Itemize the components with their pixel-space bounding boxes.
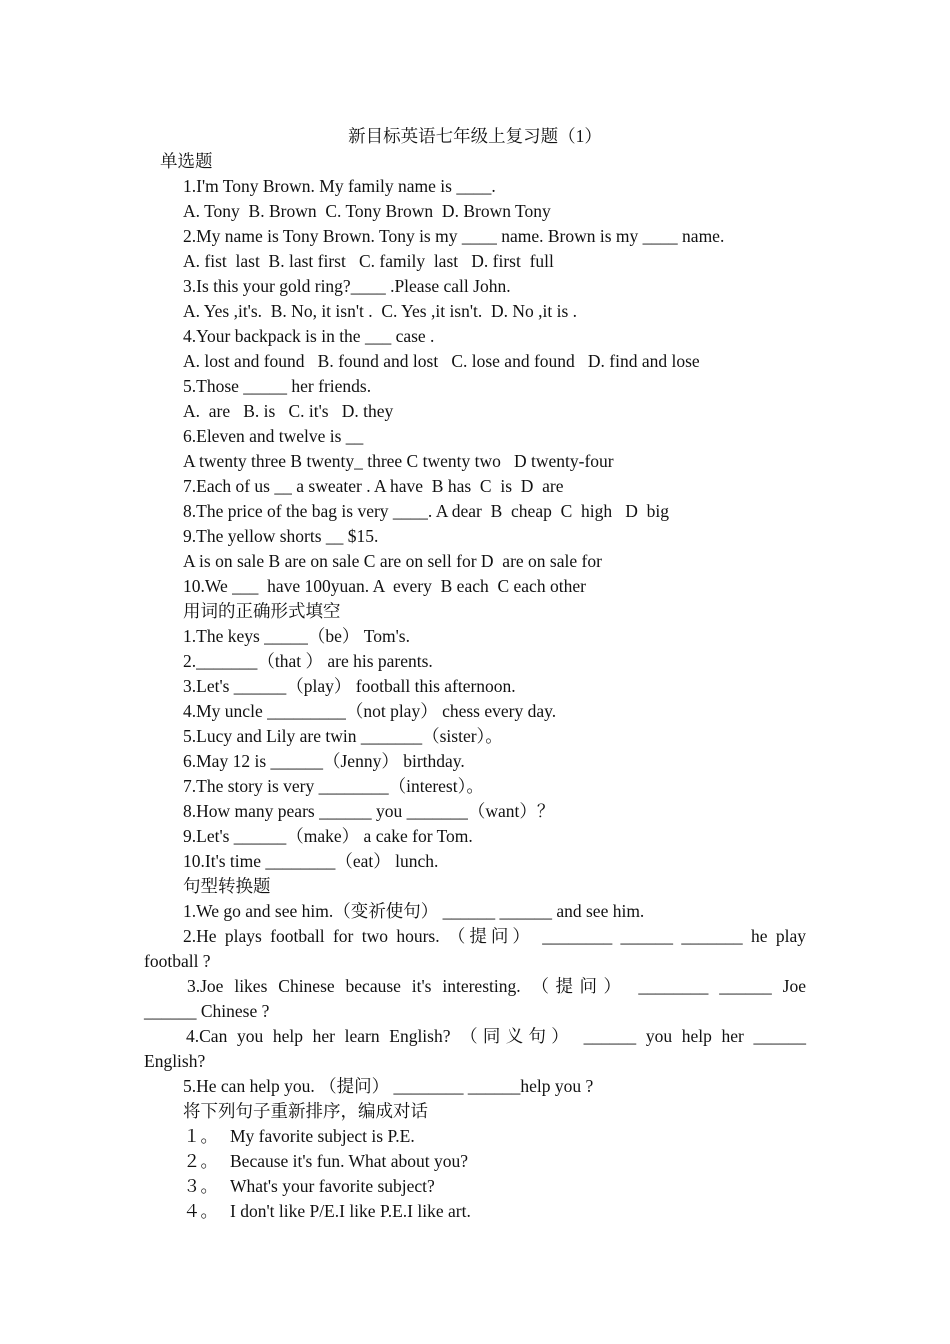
mc-line: 7.Each of us __ a sweater . A have B has C is D are	[183, 476, 564, 496]
mc-line: A. lost and found B. found and lost C. lose and found D. find and lose	[183, 351, 700, 371]
fill-line: 1.The keys _____（be） Tom's.	[183, 626, 410, 646]
page-title: 新目标英语七年级上复习题（1）	[348, 126, 602, 146]
order-sentence: My favorite subject is P.E.	[230, 1126, 415, 1146]
mc-line: A. Yes ,it's. B. No, it isn't . C. Yes ,it isn't. D. No ,it is .	[183, 301, 578, 321]
mc-line: 3.Is this your gold ring?____ .Please call John.	[183, 276, 511, 296]
order-number: １。	[183, 1126, 218, 1146]
trans-line: 1.We go and see him.（变祈使句） ______ ______ and see him.	[183, 901, 645, 921]
order-number: ２。	[183, 1151, 218, 1171]
fill-line: 2._______（that ） are his parents.	[183, 651, 433, 671]
mc-line: 5.Those _____ her friends.	[183, 376, 372, 396]
section-heading-transformation: 句型转换题	[183, 876, 271, 896]
mc-line: A is on sale B are on sale C are on sell for D are on sale for	[183, 551, 602, 571]
section-heading-fill-in: 用词的正确形式填空	[183, 601, 341, 621]
trans-line: 2.He plays football for two hours. （提问） ________ ______ _______ he play	[183, 926, 806, 946]
trans-line: ______ Chinese ?	[144, 1001, 270, 1021]
mc-line: A. are B. is C. it's D. they	[183, 401, 394, 421]
mc-line: A twenty three B twenty_ three C twenty two D twenty-four	[183, 451, 614, 471]
mc-line: 9.The yellow shorts __ $15.	[183, 526, 379, 546]
mc-line: 4.Your backpack is in the ___ case .	[183, 326, 435, 346]
mc-line: A. fist last B. last first C. family last D. first full	[183, 251, 554, 271]
mc-line: 2.My name is Tony Brown. Tony is my ____ name. Brown is my ____ name.	[183, 226, 725, 246]
fill-line: 8.How many pears ______ you _______（want）？	[183, 801, 555, 821]
trans-line: English?	[144, 1051, 206, 1071]
mc-line: 6.Eleven and twelve is __	[183, 426, 364, 446]
section-heading-multiple-choice: 单选题	[160, 151, 213, 171]
mc-line: 10.We ___ have 100yuan. A every B each C each other	[183, 576, 586, 596]
trans-line: 4.Can you help her learn English? （同义句） ______ you help her ______	[186, 1026, 806, 1046]
mc-line: 1.I'm Tony Brown. My family name is ____.	[183, 176, 496, 196]
trans-line: football ?	[144, 951, 211, 971]
trans-line: 3.Joe likes Chinese because it's interesting. （提问） ________ ______ Joe	[187, 976, 806, 996]
order-sentence: I don't like P/E.I like P.E.I like art.	[230, 1201, 471, 1221]
mc-line: 8.The price of the bag is very ____. A dear B cheap C high D big	[183, 501, 670, 521]
trans-line: 5.He can help you. （提问） ________ ______help you ?	[183, 1076, 594, 1096]
order-sentence: What's your favorite subject?	[230, 1176, 435, 1196]
order-number: ３。	[183, 1176, 218, 1196]
fill-line: 9.Let's ______（make） a cake for Tom.	[183, 826, 473, 846]
fill-line: 6.May 12 is ______（Jenny） birthday.	[183, 751, 465, 771]
fill-line: 7.The story is very ________（interest）。	[183, 776, 484, 796]
fill-line: 10.It's time ________（eat） lunch.	[183, 851, 439, 871]
mc-line: A. Tony B. Brown C. Tony Brown D. Brown Tony	[183, 201, 551, 221]
fill-line: 4.My uncle _________（not play） chess every day.	[183, 701, 557, 721]
fill-line: 5.Lucy and Lily are twin _______（sister）。	[183, 726, 503, 746]
section-heading-reorder: 将下列句子重新排序，编成对话	[183, 1101, 428, 1121]
fill-line: 3.Let's ______（play） football this afternoon.	[183, 676, 516, 696]
order-number: ４。	[183, 1201, 218, 1221]
order-sentence: Because it's fun. What about you?	[230, 1151, 469, 1171]
